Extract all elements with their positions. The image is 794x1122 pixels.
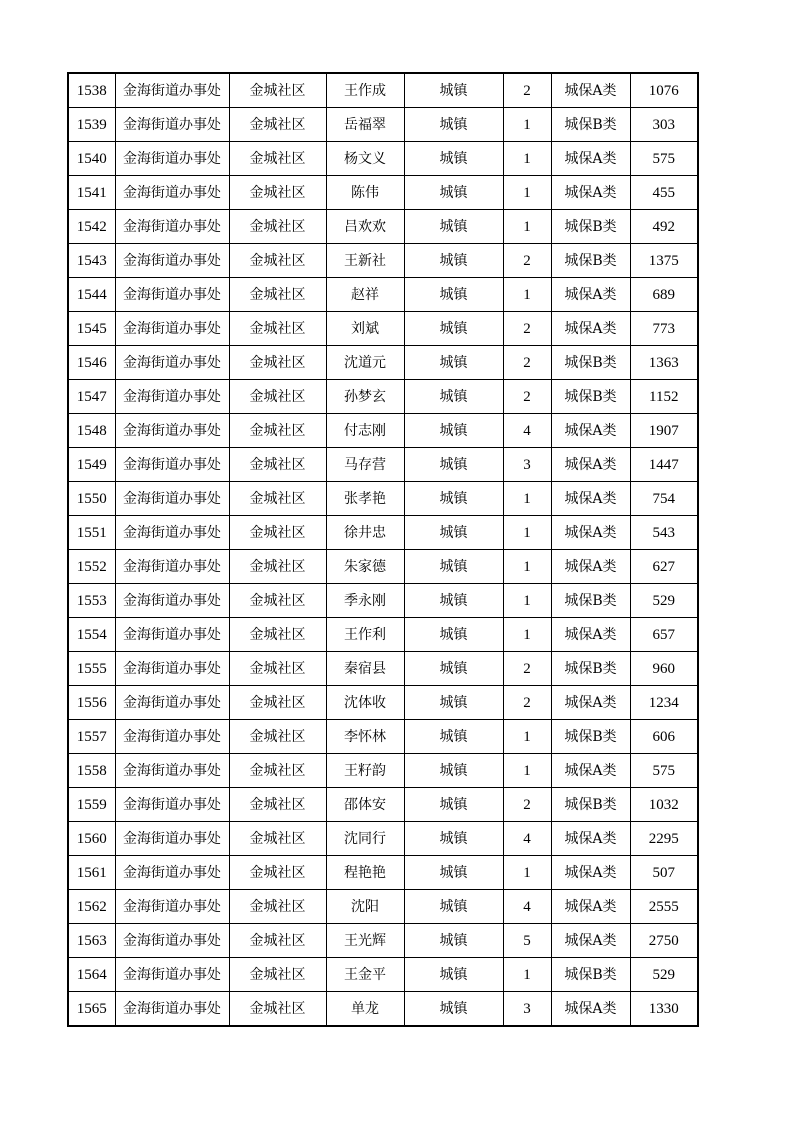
row-number-cell: 1564 <box>68 958 115 992</box>
name-cell: 付志刚 <box>326 414 404 448</box>
category-cell: 城保B类 <box>551 652 630 686</box>
name-cell: 程艳艳 <box>326 856 404 890</box>
household-size-cell: 2 <box>503 346 551 380</box>
community-cell: 金城社区 <box>229 686 326 720</box>
table-row <box>68 176 698 210</box>
household-size-cell: 4 <box>503 414 551 448</box>
category-cell: 城保A类 <box>551 482 630 516</box>
category-cell: 城保A类 <box>551 73 630 108</box>
amount-cell: 606 <box>630 720 698 754</box>
community-cell: 金城社区 <box>229 924 326 958</box>
street-office-cell: 金海街道办事处 <box>115 278 229 312</box>
area-type-cell: 城镇 <box>404 652 503 686</box>
street-office-cell: 金海街道办事处 <box>115 652 229 686</box>
name-cell: 沈道元 <box>326 346 404 380</box>
street-office-cell: 金海街道办事处 <box>115 992 229 1027</box>
household-size-cell: 1 <box>503 856 551 890</box>
name-cell: 赵祥 <box>326 278 404 312</box>
amount-cell: 657 <box>630 618 698 652</box>
name-cell: 朱家德 <box>326 550 404 584</box>
amount-cell: 960 <box>630 652 698 686</box>
community-cell: 金城社区 <box>229 992 326 1027</box>
street-office-cell: 金海街道办事处 <box>115 73 229 108</box>
table-row <box>68 958 698 992</box>
community-cell: 金城社区 <box>229 652 326 686</box>
amount-cell: 2295 <box>630 822 698 856</box>
amount-cell: 303 <box>630 108 698 142</box>
street-office-cell: 金海街道办事处 <box>115 584 229 618</box>
community-cell: 金城社区 <box>229 448 326 482</box>
street-office-cell: 金海街道办事处 <box>115 448 229 482</box>
row-number-cell: 1542 <box>68 210 115 244</box>
row-number-cell: 1553 <box>68 584 115 618</box>
table-row <box>68 652 698 686</box>
row-number-cell: 1552 <box>68 550 115 584</box>
household-size-cell: 4 <box>503 822 551 856</box>
row-number-cell: 1551 <box>68 516 115 550</box>
row-number-cell: 1557 <box>68 720 115 754</box>
area-type-cell: 城镇 <box>404 754 503 788</box>
street-office-cell: 金海街道办事处 <box>115 856 229 890</box>
area-type-cell: 城镇 <box>404 550 503 584</box>
community-cell: 金城社区 <box>229 516 326 550</box>
row-number-cell: 1554 <box>68 618 115 652</box>
table-row <box>68 380 698 414</box>
row-number-cell: 1547 <box>68 380 115 414</box>
area-type-cell: 城镇 <box>404 482 503 516</box>
street-office-cell: 金海街道办事处 <box>115 380 229 414</box>
amount-cell: 1375 <box>630 244 698 278</box>
table-row <box>68 278 698 312</box>
area-type-cell: 城镇 <box>404 176 503 210</box>
table-row <box>68 686 698 720</box>
table-row <box>68 244 698 278</box>
name-cell: 王新社 <box>326 244 404 278</box>
community-cell: 金城社区 <box>229 618 326 652</box>
street-office-cell: 金海街道办事处 <box>115 924 229 958</box>
community-cell: 金城社区 <box>229 890 326 924</box>
category-cell: 城保B类 <box>551 584 630 618</box>
row-number-cell: 1548 <box>68 414 115 448</box>
household-size-cell: 4 <box>503 890 551 924</box>
area-type-cell: 城镇 <box>404 720 503 754</box>
street-office-cell: 金海街道办事处 <box>115 720 229 754</box>
row-number-cell: 1560 <box>68 822 115 856</box>
category-cell: 城保A类 <box>551 890 630 924</box>
category-cell: 城保B类 <box>551 720 630 754</box>
table-row <box>68 822 698 856</box>
household-size-cell: 1 <box>503 958 551 992</box>
community-cell: 金城社区 <box>229 210 326 244</box>
area-type-cell: 城镇 <box>404 788 503 822</box>
community-cell: 金城社区 <box>229 788 326 822</box>
household-size-cell: 1 <box>503 584 551 618</box>
area-type-cell: 城镇 <box>404 346 503 380</box>
amount-cell: 689 <box>630 278 698 312</box>
name-cell: 王籽韵 <box>326 754 404 788</box>
table-body <box>68 73 698 1026</box>
community-cell: 金城社区 <box>229 584 326 618</box>
street-office-cell: 金海街道办事处 <box>115 482 229 516</box>
household-size-cell: 5 <box>503 924 551 958</box>
row-number-cell: 1539 <box>68 108 115 142</box>
household-size-cell: 3 <box>503 448 551 482</box>
category-cell: 城保A类 <box>551 924 630 958</box>
name-cell: 刘斌 <box>326 312 404 346</box>
category-cell: 城保B类 <box>551 108 630 142</box>
household-size-cell: 3 <box>503 992 551 1027</box>
area-type-cell: 城镇 <box>404 958 503 992</box>
table-row <box>68 856 698 890</box>
community-cell: 金城社区 <box>229 312 326 346</box>
street-office-cell: 金海街道办事处 <box>115 244 229 278</box>
household-size-cell: 1 <box>503 618 551 652</box>
table-row <box>68 720 698 754</box>
category-cell: 城保B类 <box>551 380 630 414</box>
row-number-cell: 1561 <box>68 856 115 890</box>
community-cell: 金城社区 <box>229 108 326 142</box>
amount-cell: 754 <box>630 482 698 516</box>
table-row <box>68 312 698 346</box>
category-cell: 城保A类 <box>551 686 630 720</box>
area-type-cell: 城镇 <box>404 414 503 448</box>
amount-cell: 1330 <box>630 992 698 1027</box>
table-row <box>68 346 698 380</box>
community-cell: 金城社区 <box>229 754 326 788</box>
household-size-cell: 2 <box>503 244 551 278</box>
amount-cell: 2555 <box>630 890 698 924</box>
amount-cell: 1447 <box>630 448 698 482</box>
table-row <box>68 754 698 788</box>
name-cell: 岳福翠 <box>326 108 404 142</box>
row-number-cell: 1562 <box>68 890 115 924</box>
category-cell: 城保A类 <box>551 618 630 652</box>
area-type-cell: 城镇 <box>404 108 503 142</box>
row-number-cell: 1559 <box>68 788 115 822</box>
category-cell: 城保A类 <box>551 754 630 788</box>
area-type-cell: 城镇 <box>404 992 503 1027</box>
row-number-cell: 1544 <box>68 278 115 312</box>
category-cell: 城保A类 <box>551 312 630 346</box>
table-row <box>68 550 698 584</box>
amount-cell: 2750 <box>630 924 698 958</box>
area-type-cell: 城镇 <box>404 278 503 312</box>
household-size-cell: 2 <box>503 788 551 822</box>
street-office-cell: 金海街道办事处 <box>115 210 229 244</box>
community-cell: 金城社区 <box>229 958 326 992</box>
category-cell: 城保A类 <box>551 992 630 1027</box>
household-size-cell: 1 <box>503 108 551 142</box>
community-cell: 金城社区 <box>229 856 326 890</box>
table-row <box>68 618 698 652</box>
category-cell: 城保A类 <box>551 448 630 482</box>
area-type-cell: 城镇 <box>404 890 503 924</box>
household-size-cell: 1 <box>503 720 551 754</box>
amount-cell: 1076 <box>630 73 698 108</box>
name-cell: 王作利 <box>326 618 404 652</box>
area-type-cell: 城镇 <box>404 856 503 890</box>
amount-cell: 1032 <box>630 788 698 822</box>
name-cell: 沈阳 <box>326 890 404 924</box>
row-number-cell: 1541 <box>68 176 115 210</box>
category-cell: 城保B类 <box>551 244 630 278</box>
area-type-cell: 城镇 <box>404 448 503 482</box>
street-office-cell: 金海街道办事处 <box>115 142 229 176</box>
street-office-cell: 金海街道办事处 <box>115 550 229 584</box>
street-office-cell: 金海街道办事处 <box>115 312 229 346</box>
household-size-cell: 1 <box>503 176 551 210</box>
household-size-cell: 1 <box>503 482 551 516</box>
category-cell: 城保B类 <box>551 210 630 244</box>
community-cell: 金城社区 <box>229 346 326 380</box>
amount-cell: 1152 <box>630 380 698 414</box>
amount-cell: 543 <box>630 516 698 550</box>
row-number-cell: 1546 <box>68 346 115 380</box>
name-cell: 王光辉 <box>326 924 404 958</box>
community-cell: 金城社区 <box>229 73 326 108</box>
data-table <box>67 72 699 1027</box>
row-number-cell: 1556 <box>68 686 115 720</box>
community-cell: 金城社区 <box>229 550 326 584</box>
amount-cell: 575 <box>630 142 698 176</box>
street-office-cell: 金海街道办事处 <box>115 822 229 856</box>
area-type-cell: 城镇 <box>404 312 503 346</box>
category-cell: 城保B类 <box>551 346 630 380</box>
category-cell: 城保B类 <box>551 958 630 992</box>
area-type-cell: 城镇 <box>404 584 503 618</box>
street-office-cell: 金海街道办事处 <box>115 788 229 822</box>
community-cell: 金城社区 <box>229 176 326 210</box>
name-cell: 马存营 <box>326 448 404 482</box>
category-cell: 城保A类 <box>551 550 630 584</box>
table-row <box>68 108 698 142</box>
table-row <box>68 992 698 1027</box>
table-row <box>68 448 698 482</box>
household-size-cell: 2 <box>503 312 551 346</box>
row-number-cell: 1540 <box>68 142 115 176</box>
table-row <box>68 73 698 108</box>
name-cell: 杨文义 <box>326 142 404 176</box>
name-cell: 李怀林 <box>326 720 404 754</box>
name-cell: 张孝艳 <box>326 482 404 516</box>
amount-cell: 1363 <box>630 346 698 380</box>
amount-cell: 529 <box>630 584 698 618</box>
table-row <box>68 142 698 176</box>
street-office-cell: 金海街道办事处 <box>115 346 229 380</box>
name-cell: 沈体收 <box>326 686 404 720</box>
category-cell: 城保A类 <box>551 176 630 210</box>
amount-cell: 492 <box>630 210 698 244</box>
community-cell: 金城社区 <box>229 482 326 516</box>
amount-cell: 529 <box>630 958 698 992</box>
street-office-cell: 金海街道办事处 <box>115 176 229 210</box>
amount-cell: 773 <box>630 312 698 346</box>
name-cell: 沈同行 <box>326 822 404 856</box>
row-number-cell: 1550 <box>68 482 115 516</box>
name-cell: 孙梦玄 <box>326 380 404 414</box>
row-number-cell: 1549 <box>68 448 115 482</box>
area-type-cell: 城镇 <box>404 618 503 652</box>
amount-cell: 1907 <box>630 414 698 448</box>
area-type-cell: 城镇 <box>404 516 503 550</box>
name-cell: 单龙 <box>326 992 404 1027</box>
row-number-cell: 1563 <box>68 924 115 958</box>
amount-cell: 575 <box>630 754 698 788</box>
row-number-cell: 1545 <box>68 312 115 346</box>
category-cell: 城保A类 <box>551 414 630 448</box>
street-office-cell: 金海街道办事处 <box>115 414 229 448</box>
table-row <box>68 924 698 958</box>
name-cell: 吕欢欢 <box>326 210 404 244</box>
household-size-cell: 2 <box>503 380 551 414</box>
name-cell: 陈伟 <box>326 176 404 210</box>
name-cell: 徐井忠 <box>326 516 404 550</box>
household-size-cell: 1 <box>503 754 551 788</box>
household-size-cell: 1 <box>503 516 551 550</box>
household-size-cell: 1 <box>503 550 551 584</box>
area-type-cell: 城镇 <box>404 924 503 958</box>
area-type-cell: 城镇 <box>404 142 503 176</box>
name-cell: 王金平 <box>326 958 404 992</box>
household-size-cell: 2 <box>503 686 551 720</box>
household-size-cell: 1 <box>503 278 551 312</box>
community-cell: 金城社区 <box>229 720 326 754</box>
table-row <box>68 210 698 244</box>
table-row <box>68 414 698 448</box>
name-cell: 王作成 <box>326 73 404 108</box>
area-type-cell: 城镇 <box>404 73 503 108</box>
street-office-cell: 金海街道办事处 <box>115 516 229 550</box>
community-cell: 金城社区 <box>229 278 326 312</box>
category-cell: 城保B类 <box>551 788 630 822</box>
table-row <box>68 890 698 924</box>
category-cell: 城保A类 <box>551 278 630 312</box>
name-cell: 邵体安 <box>326 788 404 822</box>
row-number-cell: 1555 <box>68 652 115 686</box>
name-cell: 秦宿县 <box>326 652 404 686</box>
household-size-cell: 2 <box>503 652 551 686</box>
household-size-cell: 1 <box>503 210 551 244</box>
area-type-cell: 城镇 <box>404 210 503 244</box>
community-cell: 金城社区 <box>229 414 326 448</box>
row-number-cell: 1543 <box>68 244 115 278</box>
amount-cell: 507 <box>630 856 698 890</box>
area-type-cell: 城镇 <box>404 822 503 856</box>
category-cell: 城保A类 <box>551 142 630 176</box>
area-type-cell: 城镇 <box>404 380 503 414</box>
community-cell: 金城社区 <box>229 142 326 176</box>
table-row <box>68 516 698 550</box>
street-office-cell: 金海街道办事处 <box>115 958 229 992</box>
household-size-cell: 1 <box>503 142 551 176</box>
amount-cell: 1234 <box>630 686 698 720</box>
community-cell: 金城社区 <box>229 822 326 856</box>
category-cell: 城保A类 <box>551 516 630 550</box>
amount-cell: 455 <box>630 176 698 210</box>
row-number-cell: 1565 <box>68 992 115 1027</box>
row-number-cell: 1558 <box>68 754 115 788</box>
name-cell: 季永刚 <box>326 584 404 618</box>
area-type-cell: 城镇 <box>404 686 503 720</box>
amount-cell: 627 <box>630 550 698 584</box>
household-size-cell: 2 <box>503 73 551 108</box>
community-cell: 金城社区 <box>229 380 326 414</box>
street-office-cell: 金海街道办事处 <box>115 108 229 142</box>
street-office-cell: 金海街道办事处 <box>115 754 229 788</box>
area-type-cell: 城镇 <box>404 244 503 278</box>
category-cell: 城保A类 <box>551 822 630 856</box>
table-row <box>68 584 698 618</box>
row-number-cell: 1538 <box>68 73 115 108</box>
street-office-cell: 金海街道办事处 <box>115 618 229 652</box>
street-office-cell: 金海街道办事处 <box>115 686 229 720</box>
street-office-cell: 金海街道办事处 <box>115 890 229 924</box>
category-cell: 城保A类 <box>551 856 630 890</box>
table-row <box>68 788 698 822</box>
community-cell: 金城社区 <box>229 244 326 278</box>
table-row <box>68 482 698 516</box>
